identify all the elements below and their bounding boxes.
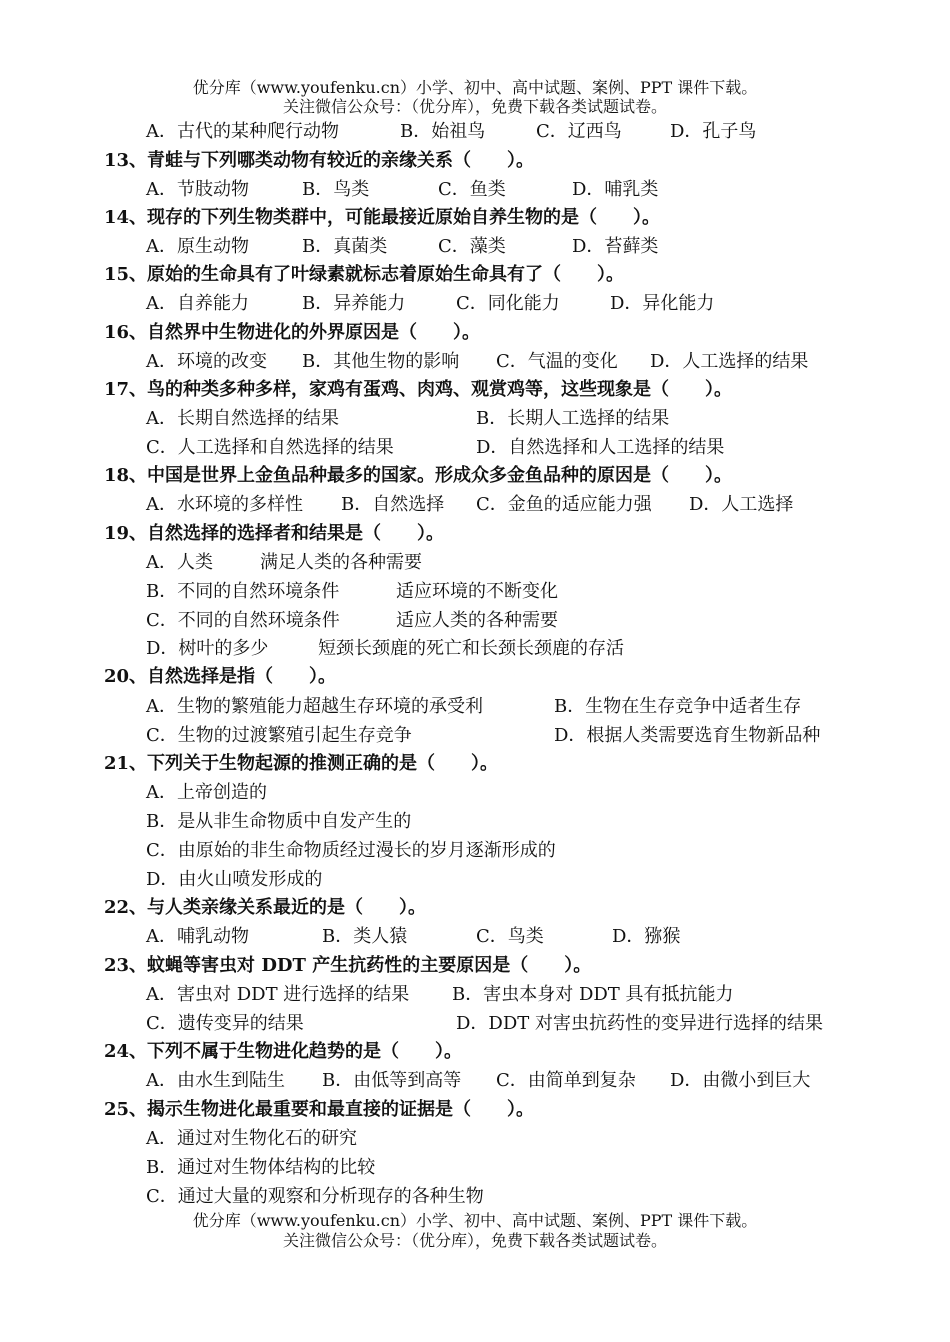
- question-21-stem: 21、下列关于生物起源的推测正确的是（ ）。: [104, 753, 499, 774]
- q21-option-d: D．由火山喷发形成的: [146, 869, 323, 890]
- header-line-2: 关注微信公众号：（优分库），免费下载各类试题试卷。: [282, 97, 667, 116]
- q23-option-c: C．遗传变异的结果: [146, 1013, 304, 1034]
- question-25-stem: 25、揭示生物进化最重要和最直接的证据是（ ）。: [104, 1099, 535, 1120]
- q18-option-c: C．金鱼的适应能力强: [476, 494, 652, 515]
- q13-option-d: D．哺乳类: [572, 179, 659, 200]
- q16-option-c: C．气温的变化: [496, 351, 618, 372]
- q19-option-d-result: 短颈长颈鹿的死亡和长颈长颈鹿的存活: [318, 638, 624, 659]
- prev-option-c: C．辽西鸟: [536, 121, 622, 142]
- question-19-stem: 19、自然选择的选择者和结果是（ ）。: [104, 523, 445, 544]
- q21-option-c: C．由原始的非生命物质经过漫长的岁月逐渐形成的: [146, 840, 556, 861]
- q14-option-b: B．真菌类: [302, 236, 388, 257]
- q24-option-a: A．由水生到陆生: [146, 1070, 285, 1091]
- q24-option-c: C．由简单到复杂: [496, 1070, 636, 1091]
- q23-option-a: A．害虫对 DDT 进行选择的结果: [146, 984, 410, 1005]
- q18-option-d: D．人工选择: [689, 494, 794, 515]
- q17-option-a: A．长期自然选择的结果: [146, 408, 339, 429]
- q14-option-a: A．原生动物: [146, 236, 249, 257]
- q19-option-d-selector: D．树叶的多少: [146, 638, 269, 659]
- q17-option-c: C．人工选择和自然选择的结果: [146, 437, 394, 458]
- q22-option-b: B．类人猿: [322, 926, 408, 947]
- question-13-stem: 13、青蛙与下列哪类动物有较近的亲缘关系（ ）。: [104, 150, 535, 171]
- q21-option-a: A．上帝创造的: [146, 782, 267, 803]
- q17-option-b: B．长期人工选择的结果: [476, 408, 670, 429]
- q16-option-a: A．环境的改变: [146, 351, 267, 372]
- question-15-stem: 15、原始的生命具有了叶绿素就标志着原始生命具有了（ ）。: [104, 264, 625, 285]
- q13-option-b: B．鸟类: [302, 179, 370, 200]
- q25-option-b: B．通过对生物体结构的比较: [146, 1157, 376, 1178]
- q18-option-b: B．自然选择: [341, 494, 445, 515]
- footer-line-2: 关注微信公众号：（优分库），免费下载各类试题试卷。: [282, 1231, 667, 1250]
- q20-option-a: A．生物的繁殖能力超越生存环境的承受利: [146, 696, 483, 717]
- question-24-stem: 24、下列不属于生物进化趋势的是（ ）。: [104, 1041, 463, 1062]
- q21-option-b: B．是从非生命物质中自发产生的: [146, 811, 412, 832]
- q19-option-b-result: 适应环境的不断变化: [396, 581, 558, 602]
- q15-option-a: A．自养能力: [146, 293, 249, 314]
- q20-option-d: D．根据人类需要选育生物新品种: [554, 725, 821, 746]
- q15-option-b: B．异养能力: [302, 293, 406, 314]
- q13-option-a: A．节肢动物: [146, 179, 249, 200]
- q19-option-a-result: 满足人类的各种需要: [260, 552, 422, 573]
- q19-option-c-result: 适应人类的各种需要: [396, 610, 558, 631]
- q24-option-b: B．由低等到高等: [322, 1070, 462, 1091]
- q17-option-d: D．自然选择和人工选择的结果: [476, 437, 725, 458]
- q22-option-d: D．猕猴: [612, 926, 681, 947]
- q18-option-a: A．水环境的多样性: [146, 494, 303, 515]
- prev-option-b: B．始祖鸟: [400, 121, 486, 142]
- question-23-stem: 23、蚊蝇等害虫对 DDT 产生抗药性的主要原因是（ ）。: [104, 955, 592, 976]
- question-16-stem: 16、自然界中生物进化的外界原因是（ ）。: [104, 322, 481, 343]
- q15-option-d: D．异化能力: [610, 293, 715, 314]
- question-20-stem: 20、自然选择是指（ ）。: [104, 666, 337, 687]
- q24-option-d: D．由微小到巨大: [670, 1070, 811, 1091]
- q19-option-b-selector: B．不同的自然环境条件: [146, 581, 340, 602]
- q22-option-c: C．鸟类: [476, 926, 544, 947]
- question-14-stem: 14、现存的下列生物类群中，可能最接近原始自养生物的是（ ）。: [104, 207, 661, 228]
- q14-option-c: C．藻类: [438, 236, 506, 257]
- q16-option-b: B．其他生物的影响: [302, 351, 460, 372]
- q14-option-d: D．苔藓类: [572, 236, 659, 257]
- q22-option-a: A．哺乳动物: [146, 926, 249, 947]
- q15-option-c: C．同化能力: [456, 293, 560, 314]
- q25-option-a: A．通过对生物化石的研究: [146, 1128, 357, 1149]
- q25-option-c: C．通过大量的观察和分析现存的各种生物: [146, 1186, 484, 1207]
- q23-option-b: B．害虫本身对 DDT 具有抵抗能力: [452, 984, 734, 1005]
- question-22-stem: 22、与人类亲缘关系最近的是（ ）。: [104, 897, 427, 918]
- prev-option-a: A．古代的某种爬行动物: [146, 121, 339, 142]
- q20-option-b: B．生物在生存竞争中适者生存: [554, 696, 802, 717]
- q13-option-c: C．鱼类: [438, 179, 506, 200]
- prev-option-d: D．孔子鸟: [670, 121, 757, 142]
- header-line-1: 优分库（www.youfenku.cn）小学、初中、高中试题、案例、PPT 课件下载。: [192, 78, 758, 97]
- question-18-stem: 18、中国是世界上金鱼品种最多的国家。形成众多金鱼品种的原因是（ ）。: [104, 465, 733, 486]
- q23-option-d: D．DDT 对害虫抗药性的变异进行选择的结果: [456, 1013, 824, 1034]
- q16-option-d: D．人工选择的结果: [650, 351, 809, 372]
- footer-line-1: 优分库（www.youfenku.cn）小学、初中、高中试题、案例、PPT 课件下载。: [192, 1211, 758, 1230]
- q19-option-c-selector: C．不同的自然环境条件: [146, 610, 340, 631]
- q19-option-a-selector: A．人类: [146, 552, 213, 573]
- question-17-stem: 17、鸟的种类多种多样，家鸡有蛋鸡、肉鸡、观赏鸡等，这些现象是（ ）。: [104, 379, 733, 400]
- q20-option-c: C．生物的过渡繁殖引起生存竞争: [146, 725, 412, 746]
